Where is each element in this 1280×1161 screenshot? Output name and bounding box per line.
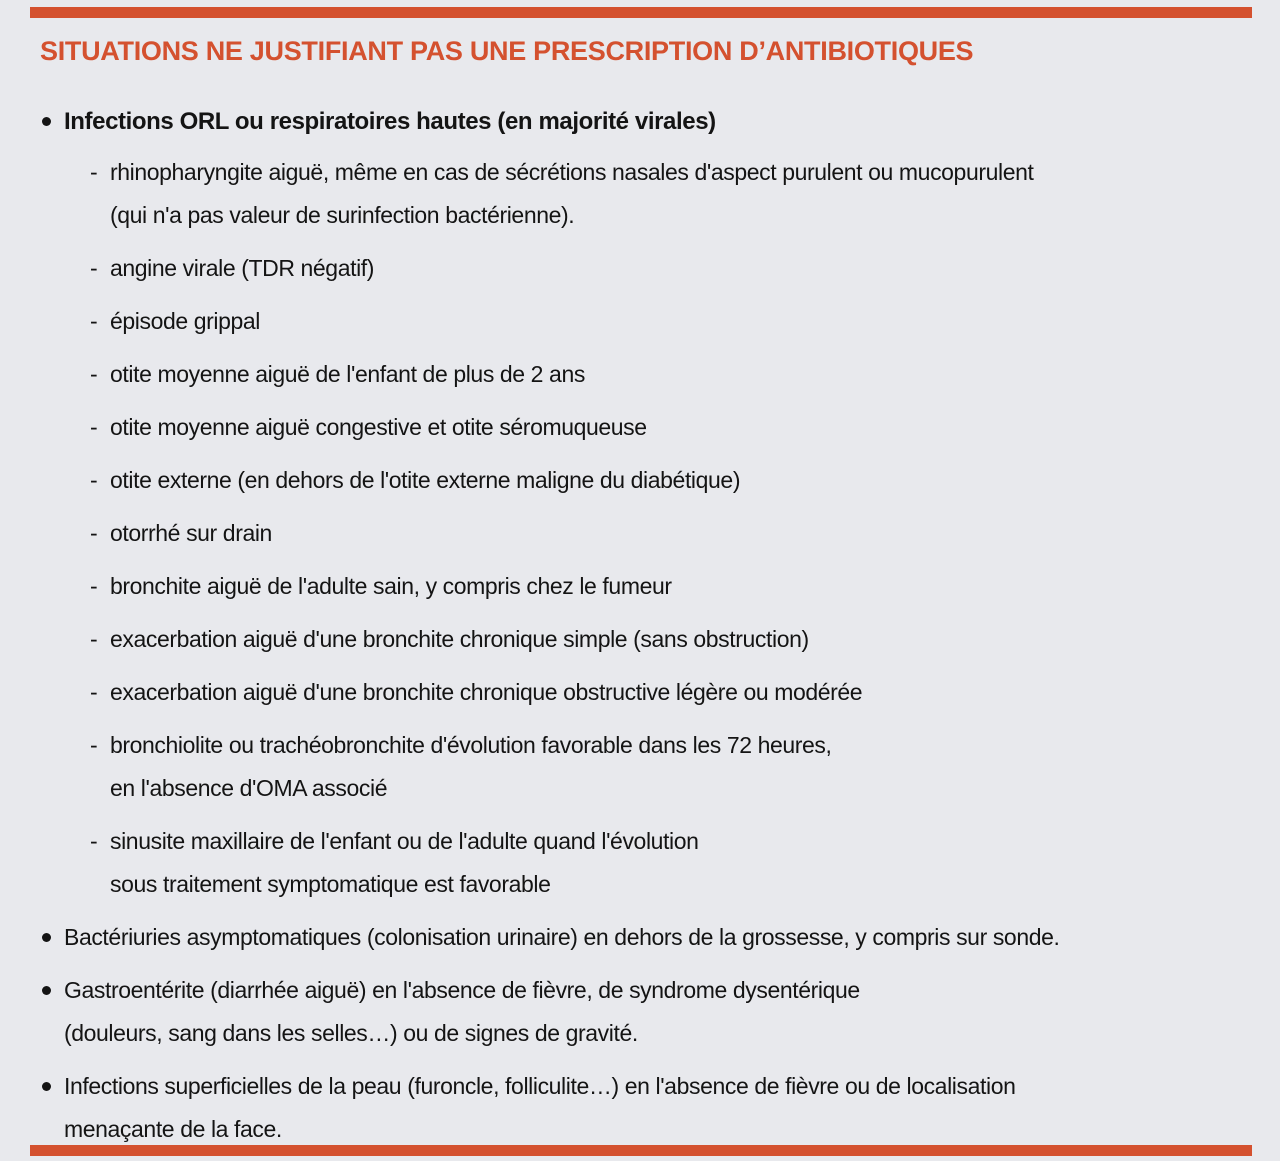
sub-item-line: sous traitement symptomatique est favorable bbox=[110, 871, 551, 897]
bullet-item-text bbox=[64, 1065, 1015, 1151]
dash-marker: - bbox=[90, 414, 98, 440]
sub-item bbox=[90, 300, 1262, 343]
sub-item-line: rhinopharyngite aiguë, même en cas de sécrétions nasales d'aspect purulent ou mucopurulent bbox=[110, 159, 1034, 185]
sub-item-line: (qui n'a pas valeur de surinfection bactérienne). bbox=[110, 202, 575, 228]
sub-item-text bbox=[110, 512, 272, 555]
sub-item-text bbox=[110, 300, 260, 343]
sub-item-line: otite moyenne aiguë congestive et otite séromuqueuse bbox=[110, 414, 647, 440]
bullet-dot-icon bbox=[42, 117, 51, 126]
sub-item-text bbox=[110, 406, 647, 449]
bullet-item-line: (douleurs, sang dans les selles…) ou de signes de gravité. bbox=[64, 1020, 638, 1046]
bullet-item-text bbox=[64, 916, 1059, 959]
dash-marker: - bbox=[90, 159, 98, 185]
sub-item bbox=[90, 671, 1262, 714]
dash-marker: - bbox=[90, 679, 98, 705]
bullet-item-line: Infections superficielles de la peau (furoncle, folliculite…) en l'absence de fièvre ou de localisation bbox=[64, 1073, 1016, 1099]
sub-item-line: otite moyenne aiguë de l'enfant de plus de 2 ans bbox=[110, 361, 585, 387]
section bbox=[40, 969, 1262, 1055]
bullet-dot-icon bbox=[42, 1082, 51, 1091]
bullet-item-line: menaçante de la face. bbox=[64, 1116, 282, 1142]
page-title: SITUATIONS NE JUSTIFIANT PAS UNE PRESCRIPTION D’ANTIBIOTIQUES bbox=[40, 36, 974, 66]
dash-marker: - bbox=[90, 520, 98, 546]
sub-item bbox=[90, 724, 1262, 810]
sub-item-text bbox=[110, 151, 1033, 237]
sub-item-line: otite externe (en dehors de l'otite externe maligne du diabétique) bbox=[110, 467, 741, 493]
sub-item-line: sinusite maxillaire de l'enfant ou de l'adulte quand l'évolution bbox=[110, 828, 699, 854]
sub-item bbox=[90, 618, 1262, 661]
bottom-rule bbox=[30, 1145, 1252, 1156]
bullet-item bbox=[40, 969, 1262, 1055]
bullet-item-line: Bactériuries asymptomatiques (colonisation urinaire) en dehors de la grossesse, y compris sur sonde. bbox=[64, 924, 1060, 950]
section bbox=[40, 100, 1262, 906]
sub-item-line: bronchiolite ou trachéobronchite d'évolution favorable dans les 72 heures, bbox=[110, 732, 832, 758]
sub-item-text bbox=[110, 459, 740, 502]
sub-item-line: exacerbation aiguë d'une bronchite chronique obstructive légère ou modérée bbox=[110, 679, 863, 705]
sub-item-text bbox=[110, 671, 862, 714]
situations-list bbox=[40, 100, 1262, 1161]
bullet-item bbox=[40, 100, 1262, 143]
dash-marker: - bbox=[90, 361, 98, 387]
sub-item-text bbox=[110, 353, 585, 396]
dash-marker: - bbox=[90, 467, 98, 493]
sub-item bbox=[90, 565, 1262, 608]
sub-item-text bbox=[110, 247, 374, 290]
dash-marker: - bbox=[90, 308, 98, 334]
section bbox=[40, 916, 1262, 959]
bullet-item bbox=[40, 1065, 1262, 1151]
sub-item-line: exacerbation aiguë d'une bronchite chronique simple (sans obstruction) bbox=[110, 626, 809, 652]
sub-item bbox=[90, 459, 1262, 502]
sub-item bbox=[90, 512, 1262, 555]
dash-marker: - bbox=[90, 732, 98, 758]
sub-item bbox=[90, 353, 1262, 396]
dash-marker: - bbox=[90, 626, 98, 652]
bullet-dot-icon bbox=[42, 986, 51, 995]
section bbox=[40, 1065, 1262, 1151]
sub-item-line: en l'absence d'OMA associé bbox=[110, 775, 388, 801]
bullet-dot-icon bbox=[42, 933, 51, 942]
bullet-item-text bbox=[64, 969, 860, 1055]
bullet-item-text bbox=[64, 100, 716, 143]
sub-item-line: angine virale (TDR négatif) bbox=[110, 255, 375, 281]
bullet-item-line: Gastroentérite (diarrhée aiguë) en l'absence de fièvre, de syndrome dysentérique bbox=[64, 977, 860, 1003]
sub-item-text bbox=[110, 820, 699, 906]
bullet-item bbox=[40, 916, 1262, 959]
sub-item-line: bronchite aiguë de l'adulte sain, y compris chez le fumeur bbox=[110, 573, 672, 599]
sub-item-text bbox=[110, 565, 672, 608]
sub-item bbox=[90, 151, 1262, 237]
bullet-item-line: Infections ORL ou respiratoires hautes (en majorité virales) bbox=[64, 108, 716, 135]
sub-item bbox=[90, 820, 1262, 906]
top-rule bbox=[30, 7, 1252, 18]
sub-item-text bbox=[110, 724, 832, 810]
sub-item-line: épisode grippal bbox=[110, 308, 261, 334]
dash-marker: - bbox=[90, 573, 98, 599]
sub-item bbox=[90, 247, 1262, 290]
sub-item bbox=[90, 406, 1262, 449]
sub-item-text bbox=[110, 618, 809, 661]
dash-marker: - bbox=[90, 828, 98, 854]
sub-item-line: otorrhé sur drain bbox=[110, 520, 272, 546]
dash-marker: - bbox=[90, 255, 98, 281]
